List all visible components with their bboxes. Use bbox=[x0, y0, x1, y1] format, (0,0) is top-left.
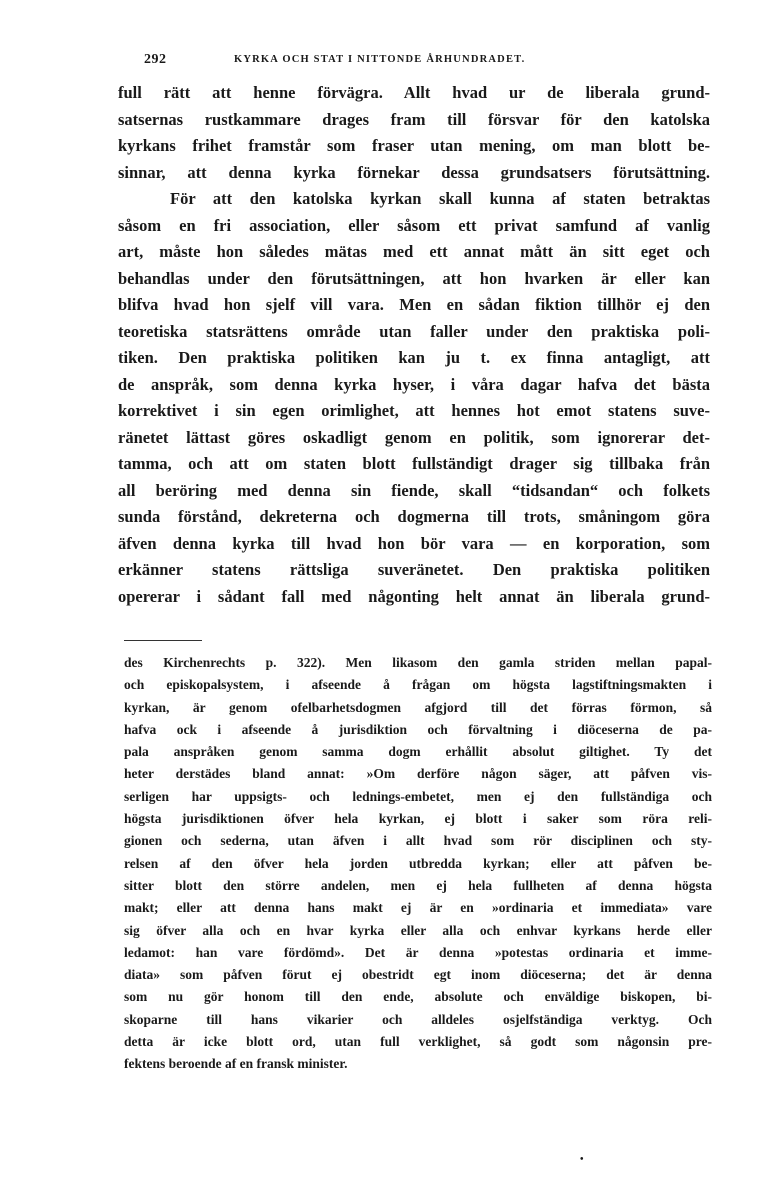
footnote-line: högsta jurisdiktionen öfver hela kyrkan, ej blott i saker som röra reli- bbox=[124, 811, 712, 827]
footnote-line: hafva ock i afseende å jurisdiktion och förvaltning i diöceserna de pa- bbox=[124, 721, 712, 737]
footnote-line: som nu gör honom till den ende, absolute och enväldige biskopen, bi- bbox=[124, 989, 712, 1005]
main-text-line: erkänner statens rättsliga suveränetet. Den praktiska politiken bbox=[118, 560, 710, 579]
main-text-line: teoretiska statsrättens område utan faller under den praktiska poli- bbox=[118, 321, 710, 341]
main-text-line: satsernas rustkammare drages fram till försvar för den katolska bbox=[118, 109, 710, 129]
footnote-line: diata» som påfven förut ej obestridt egt inom diöceserna; det är denna bbox=[124, 967, 712, 983]
footnote-line: gionen och sederna, utan äfven i allt hvad som rör disciplinen och sty- bbox=[124, 833, 712, 849]
main-text-block bbox=[118, 80, 710, 610]
main-text-line: full rätt att henne förvägra. Allt hvad ur de liberala grund- bbox=[118, 83, 710, 102]
main-text-line: sinnar, att denna kyrka förnekar dessa grundsatsers förutsättning. bbox=[118, 162, 710, 182]
footnote-line: makt; eller att denna hans makt ej är en »ordinaria et immediata» vare bbox=[124, 900, 712, 916]
footnote-line: kyrkan, är genom ofelbarhetsdogmen afgjord till det förras förmon, så bbox=[124, 699, 712, 715]
footnote-line: ledamot: han vare fördömd». Det är denna »potestas ordinaria et imme- bbox=[124, 944, 712, 960]
footnote-line: relsen af den öfver hela jorden utbredda kyrkan; eller att påfven be- bbox=[124, 855, 712, 871]
footnote-line: fektens beroende af en fransk minister. bbox=[124, 1056, 348, 1072]
page-number: 292 bbox=[144, 52, 167, 67]
footnote-line: sitter blott den större andelen, men ej hela fullheten af denna högsta bbox=[124, 877, 712, 893]
running-head: KYRKA OCH STAT I NITTONDE ÅRHUNDRADET. bbox=[234, 54, 526, 65]
footnote-line: pala anspråken genom samma dogm erhållit absolut giltighet. Ty det bbox=[124, 744, 712, 760]
footnote-line: och episkopalsystem, i afseende å frågan om högsta lagstiftningsmakten i bbox=[124, 677, 712, 693]
footnote-line: des Kirchenrechts p. 322). Men likasom den gamla striden mellan papal- bbox=[124, 655, 712, 670]
main-text-line: korrektivet i sin egen orimlighet, att hennes hot emot statens suve- bbox=[118, 401, 710, 420]
footnote-line: detta är icke blott ord, utan full verklighet, så godt som någonsin pre- bbox=[124, 1034, 712, 1050]
footnote-line: skoparne till hans vikarier och alldeles osjelfständiga verktyg. Och bbox=[124, 1011, 712, 1027]
main-text-line: opererar i sådant fall med någonting helt annat än liberala grund- bbox=[118, 586, 710, 606]
main-text-line: blifva hvad hon sjelf vill vara. Men en sådan fiktion tillhör ej den bbox=[118, 295, 710, 314]
footnote-line: serligen har uppsigts- och lednings-embetet, men ej den fullständiga och bbox=[124, 788, 712, 804]
main-text-line: kyrkans frihet framstår som fraser utan mening, om man blott be- bbox=[118, 136, 710, 155]
bottom-mark: • bbox=[580, 1154, 584, 1165]
footnote-line: sig öfver alla och en hvar kyrka eller alla och enhvar kyrkans herde eller bbox=[124, 922, 712, 938]
page-header bbox=[118, 52, 712, 72]
main-text-line: art, måste hon således mätas med ett annat mått än sitt eget och bbox=[118, 242, 710, 261]
main-text-line: såsom en fri association, eller såsom ett privat samfund af vanlig bbox=[118, 215, 710, 235]
footnote-line: heter derstädes bland annat: »Om derföre någon säger, att påfven vis- bbox=[124, 766, 712, 782]
footnote-block bbox=[124, 652, 712, 1076]
main-text-line: sunda förstånd, dekreterna och dogmerna till trots, småningom göra bbox=[118, 507, 710, 526]
main-text-line: tiken. Den praktiska politiken kan ju t. ex finna antagligt, att bbox=[118, 348, 710, 367]
main-text-line: äfven denna kyrka till hvad hon bör vara — en korporation, som bbox=[118, 533, 710, 553]
main-text-line: behandlas under den förutsättningen, att hon hvarken är eller kan bbox=[118, 268, 710, 288]
main-text-line: all beröring med denna sin fiende, skall “tidsandan“ och folkets bbox=[118, 480, 710, 500]
main-text-line: ränetet lättast göres oskadligt genom en politik, som ignorerar det- bbox=[118, 427, 710, 447]
main-text-line: För att den katolska kyrkan skall kunna af staten betraktas bbox=[170, 189, 710, 208]
main-text-line: tamma, och att om staten blott fullständigt drager sig tillbaka från bbox=[118, 454, 710, 473]
footnote-divider bbox=[124, 640, 202, 641]
main-text-line: de anspråk, som denna kyrka hyser, i våra dagar hafva det bästa bbox=[118, 374, 710, 394]
